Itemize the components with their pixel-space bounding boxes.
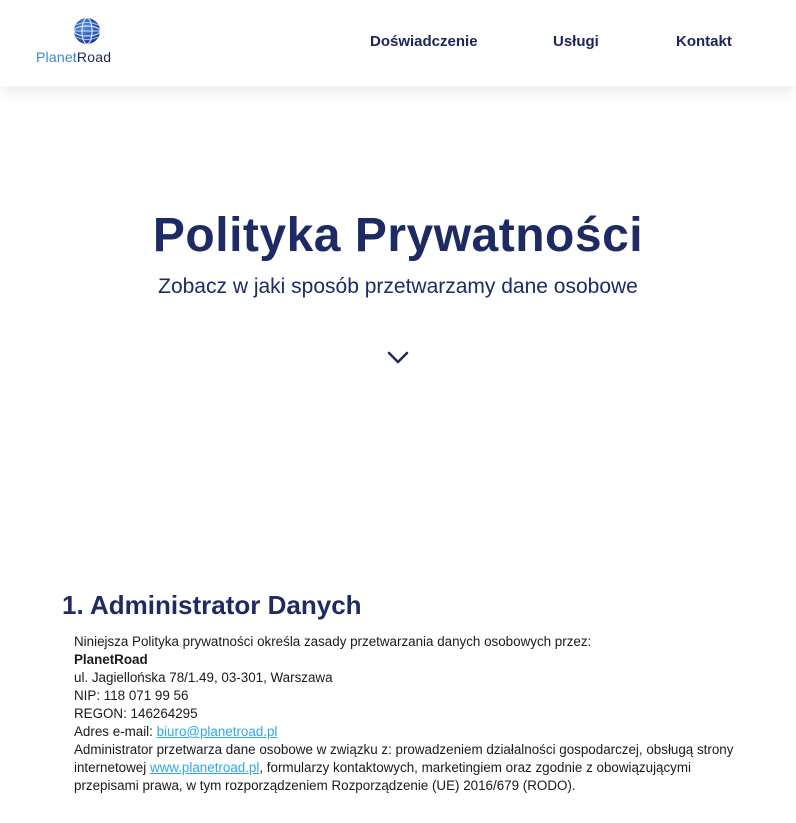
logo-text-planet: Planet xyxy=(36,49,77,65)
section-title: 1. Administrator Danych xyxy=(62,590,362,620)
logo-text xyxy=(36,49,111,65)
site-header xyxy=(0,0,796,86)
nav-item-doswiadczenie[interactable]: Doświadczenie xyxy=(370,33,478,50)
nav-item-kontakt[interactable]: Kontakt xyxy=(676,33,732,50)
page-title: Polityka Prywatności xyxy=(152,209,644,262)
website-link[interactable]: www.planetroad.pl xyxy=(149,760,260,775)
company-address: ul. Jagiellońska 78/1.49, 03-301, Warszawa xyxy=(74,670,333,685)
logo-text-road: Road xyxy=(76,49,112,65)
logo[interactable] xyxy=(36,16,136,66)
section-content xyxy=(74,633,734,795)
email-label: Adres e-mail: xyxy=(74,724,157,739)
company-regon: REGON: 146264295 xyxy=(74,706,198,721)
email-link[interactable]: biuro@planetroad.pl xyxy=(156,724,278,739)
email-line xyxy=(74,723,734,741)
processing-paragraph xyxy=(74,741,734,795)
intro-text: Niniejsza Polityka prywatności określa zasady przetwarzania danych osobowych przez: xyxy=(74,634,592,649)
page-subtitle: Zobacz w jaki sposób przetwarzamy dane osobowe xyxy=(158,275,638,298)
nav-item-uslugi[interactable]: Usługi xyxy=(553,33,599,50)
paragraph-part-2: , formularzy kontaktowych, marketingiem oraz zgodnie z obowiązującymi przepisami prawa, w tym rozporządzeniem Rozporządzenie (UE) 2016/679 (RODO). xyxy=(74,760,692,793)
paragraph-part-1: Administrator przetwarza dane osobowe w związku z: prowadzeniem działalności gospodarczej, obsługą strony internetowej xyxy=(74,742,734,775)
company-name: PlanetRoad xyxy=(74,652,148,667)
company-nip: NIP: 118 071 99 56 xyxy=(74,688,189,703)
chevron-down-icon[interactable] xyxy=(386,350,410,366)
globe-icon xyxy=(72,16,102,46)
